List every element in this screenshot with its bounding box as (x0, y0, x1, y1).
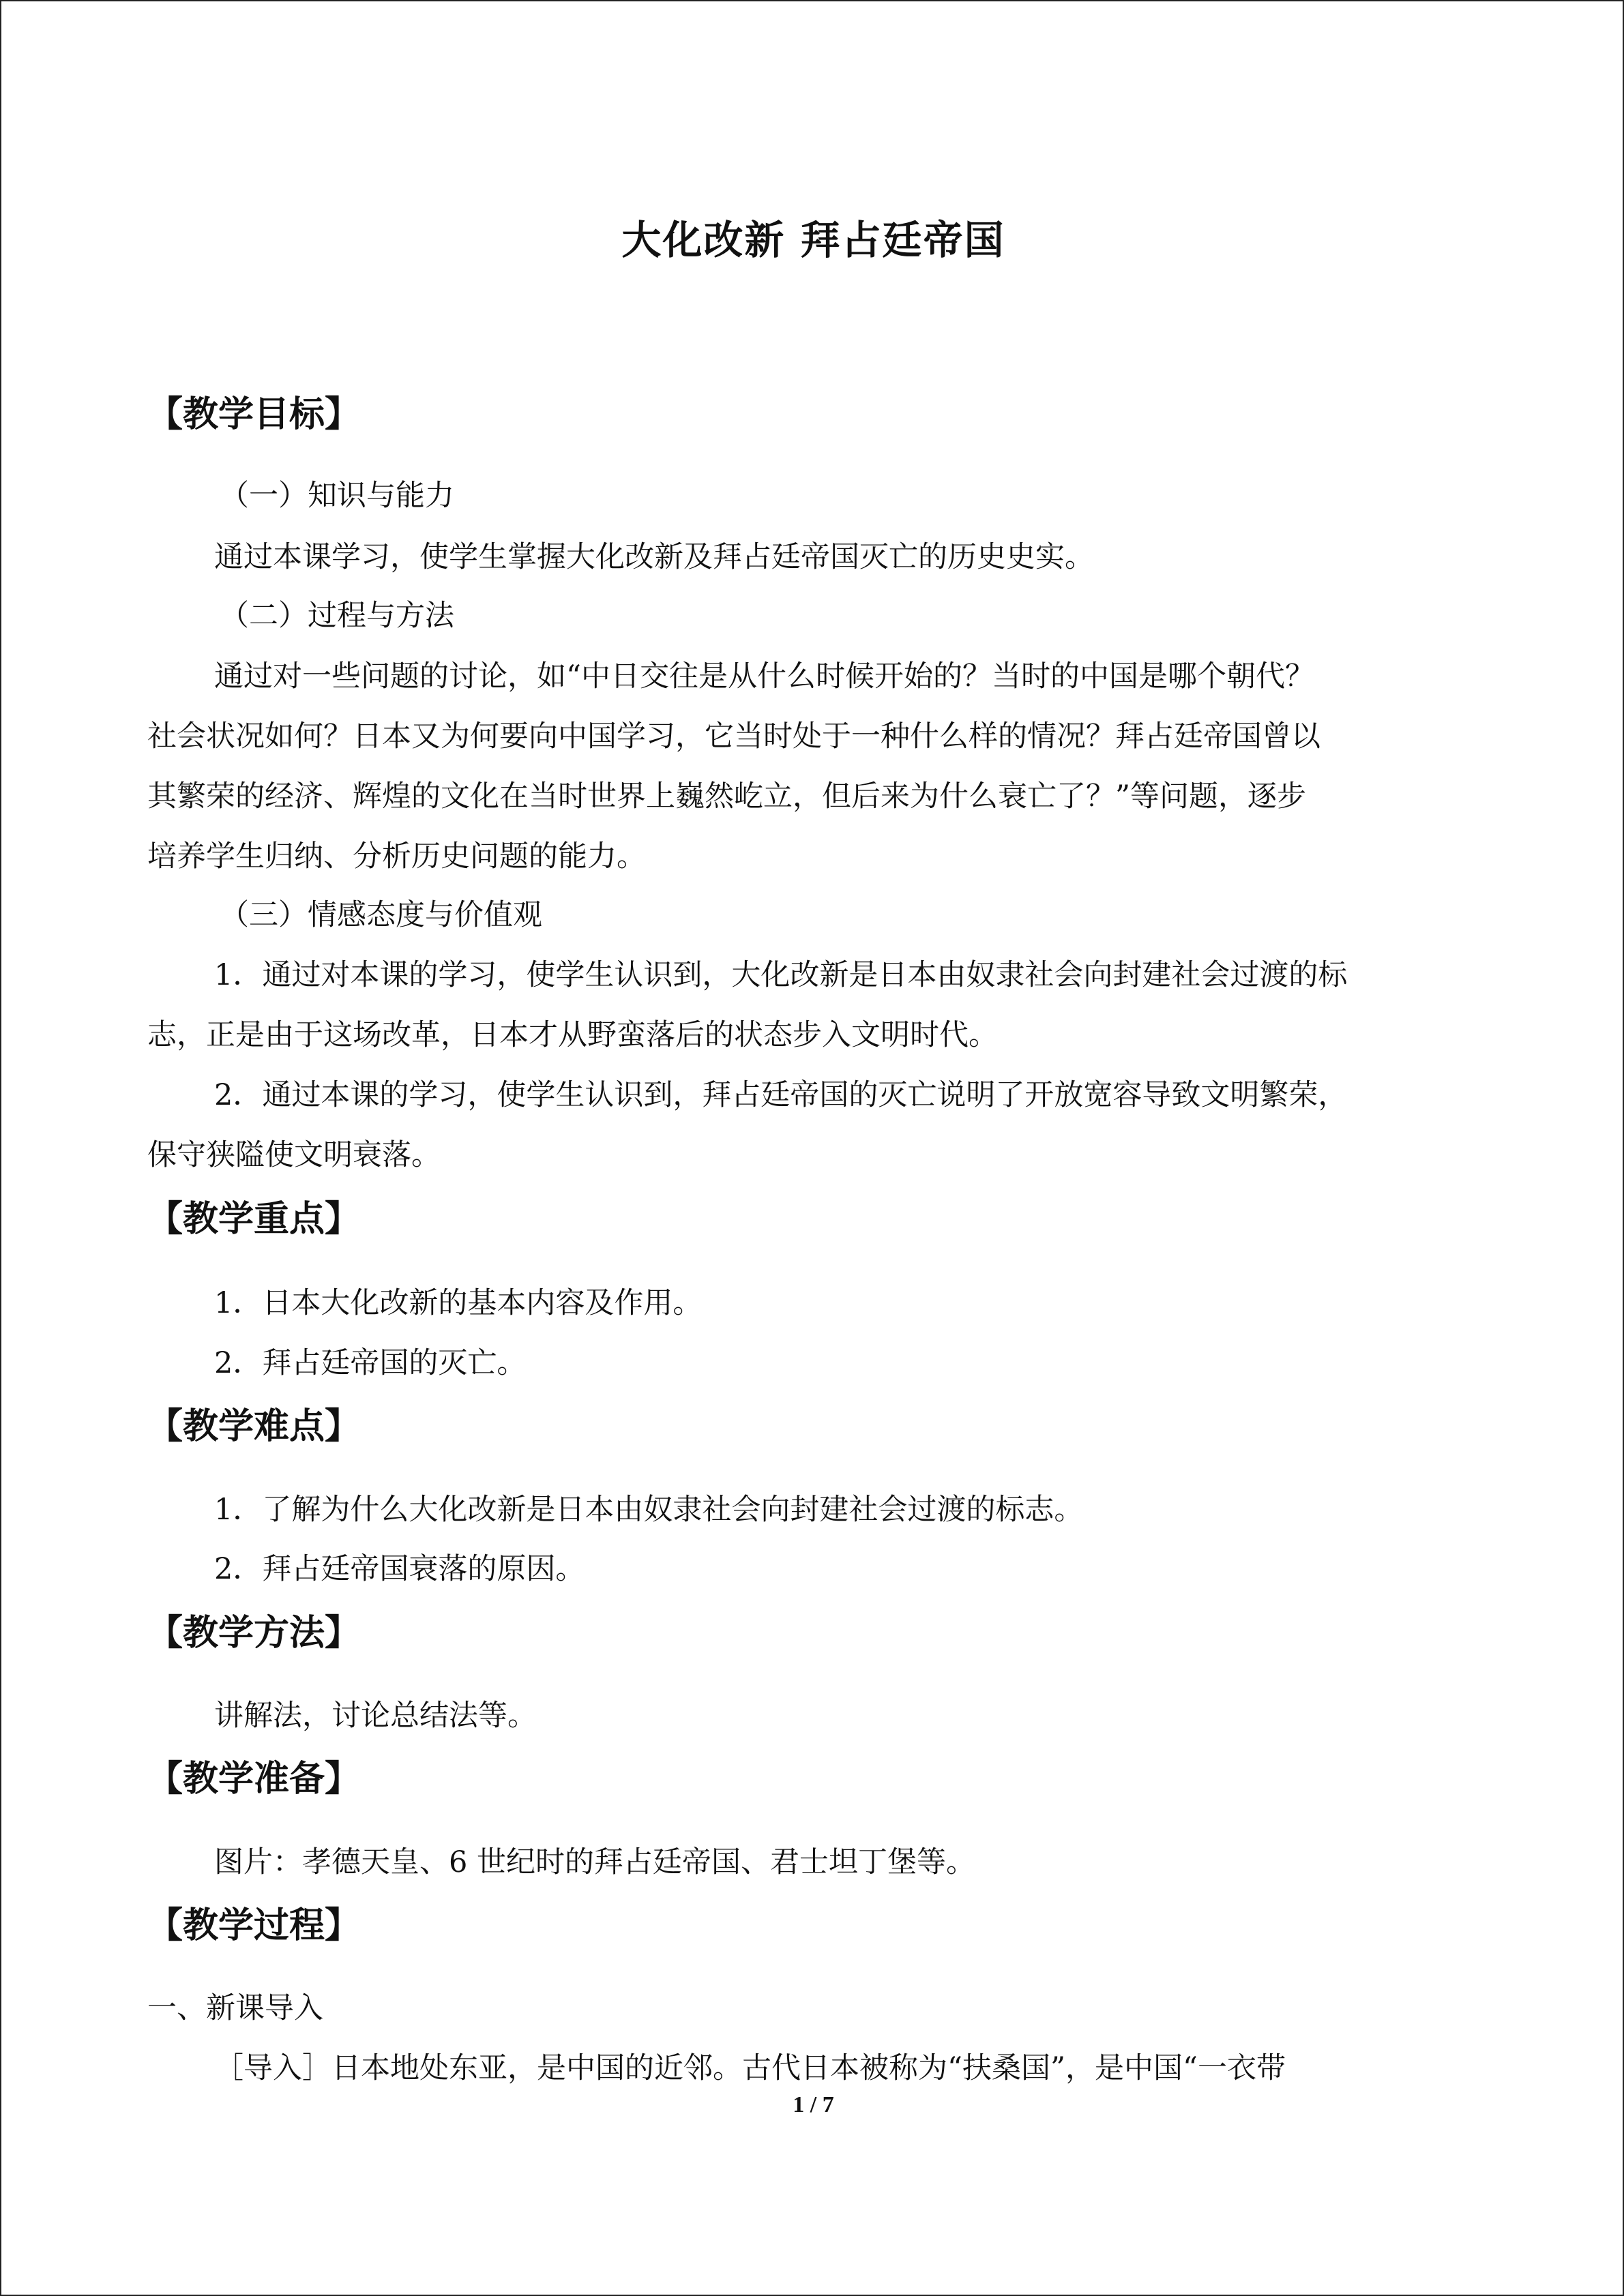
process-line-2: 社会状况如何？日本又为何要向中国学习，它当时处于一种什么样的情况？拜占廷帝国曾以 (147, 719, 1320, 754)
heading-process: 【教学过程】 (147, 1905, 361, 1946)
knowledge-label: （一）知识与能力 (220, 479, 454, 513)
process-label: （二）过程与方法 (220, 599, 454, 633)
values-line-1: 1．通过对本课的学习，使学生认识到，大化改新是日本由奴隶社会向封建社会过渡的标 (214, 958, 1348, 992)
key-point-1: 1．日本大化改新的基本内容及作用。 (214, 1286, 703, 1320)
process-intro-text: ［导入］日本地处东亚，是中国的近邻。古代日本被称为“扶桑国”，是中国“一衣带 (214, 2051, 1286, 2085)
values-label: （三）情感态度与价值观 (220, 898, 542, 932)
page-indicator: 1 / 7 (793, 2092, 834, 2117)
values-line-3: 2．通过本课的学习，使学生认识到，拜占廷帝国的灭亡说明了开放宽容导致文明繁荣， (214, 1078, 1348, 1112)
process-line-1: 通过对一些问题的讨论，如“中日交往是从什么时候开始的？当时的中国是哪个朝代？ (214, 659, 1314, 694)
key-point-2: 2．拜占廷帝国的灭亡。 (214, 1346, 527, 1380)
heading-methods: 【教学方法】 (147, 1613, 361, 1654)
preparation-text: 图片：孝德天皇、6 世纪时的拜占廷帝国、君士坦丁堡等。 (214, 1845, 976, 1879)
heading-objectives: 【教学目标】 (147, 394, 361, 435)
heading-preparation: 【教学准备】 (147, 1759, 361, 1800)
heading-key-points: 【教学重点】 (147, 1199, 361, 1240)
methods-text: 讲解法，讨论总结法等。 (214, 1699, 537, 1733)
difficulty-1: 1．了解为什么大化改新是日本由奴隶社会向封建社会过渡的标志。 (214, 1493, 1084, 1527)
process-sub-heading: 一、新课导入 (147, 1991, 323, 2025)
difficulty-2: 2．拜占廷帝国衰落的原因。 (214, 1552, 585, 1586)
document-title: 大化改新 拜占廷帝国 (621, 217, 1005, 263)
process-line-3: 其繁荣的经济、辉煌的文化在当时世界上巍然屹立，但后来为什么衰亡了？”等问题，逐步 (147, 779, 1306, 814)
heading-difficulties: 【教学难点】 (147, 1406, 361, 1447)
values-line-2: 志，正是由于这场改革，日本才从野蛮落后的状态步入文明时代。 (147, 1018, 998, 1052)
values-line-4: 保守狭隘使文明衰落。 (147, 1138, 441, 1172)
process-line-4: 培养学生归纳、分析历史问题的能力。 (147, 839, 646, 874)
knowledge-text: 通过本课学习，使学生掌握大化改新及拜占廷帝国灭亡的历史史实。 (214, 540, 1094, 574)
